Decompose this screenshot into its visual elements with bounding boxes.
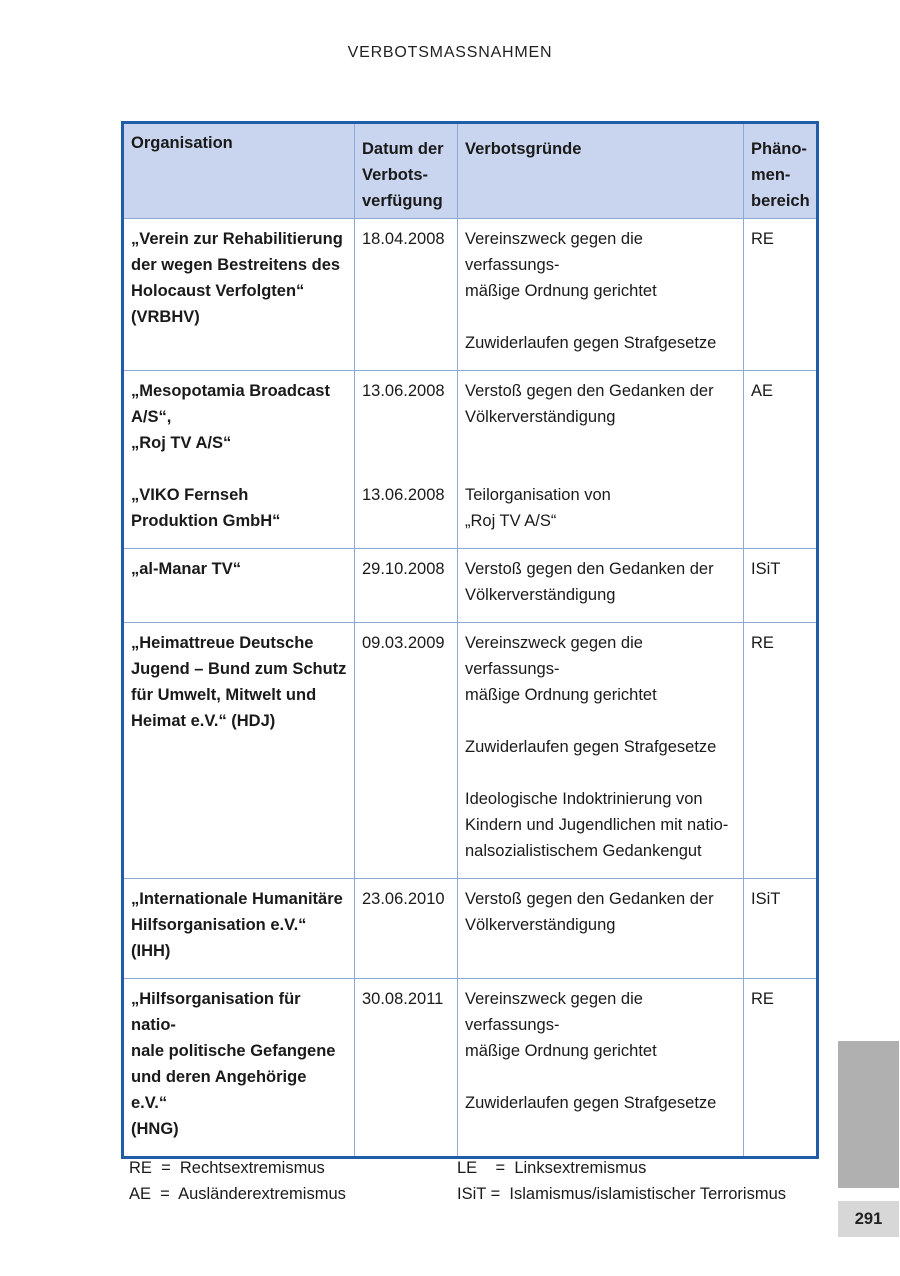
date-cell: 23.06.2010 [355,879,458,979]
organisation-cell: „Verein zur Rehabilitierung der wegen Bestreitens des Holocaust Verfolgten“ (VRBHV) [123,219,355,371]
reasons-cell: Verstoß gegen den Gedanken der Völkerverständigung Teilorganisation von „Roj TV A/S“ [458,371,744,549]
date-cell: 18.04.2008 [355,219,458,371]
date-cell: 30.08.2011 [355,979,458,1158]
legend-item-isit: ISiT = Islamismus/islamistischer Terrorismus [457,1185,786,1203]
table-row [123,219,818,371]
table-row [123,623,818,879]
legend-item-ae: AE = Ausländerextremismus [129,1185,346,1203]
organisation-cell: „Mesopotamia Broadcast A/S“, „Roj TV A/S“ „VIKO Fernseh Produktion GmbH“ [123,371,355,549]
header-verbotsgruende: Verbotsgründe [458,123,744,219]
organisation-cell: „al-Manar TV“ [123,549,355,623]
date-cell: 29.10.2008 [355,549,458,623]
date-cell: 13.06.2008 13.06.2008 [355,371,458,549]
chapter-thumb-tab [838,1041,899,1188]
reasons-cell: Vereinszweck gegen die verfassungs- mäßige Ordnung gerichtet Zuwiderlaufen gegen Strafgesetze Ideologische Indoktrinierung von Kindern und Jugendlichen mit natio- nalsozialistischem Gedankengut [458,623,744,879]
table-row [123,549,818,623]
legend-left [129,1155,346,1207]
reasons-cell: Vereinszweck gegen die verfassungs- mäßige Ordnung gerichtet Zuwiderlaufen gegen Strafgesetze [458,979,744,1158]
area-cell: ISiT [744,549,818,623]
legend-item-le: LE = Linksextremismus [457,1159,647,1177]
organisation-cell: „Heimattreue Deutsche Jugend – Bund zum Schutz für Umwelt, Mitwelt und Heimat e.V.“ (HDJ) [123,623,355,879]
header-phaenomenbereich: Phäno- men- bereich [744,123,818,219]
legend-item-re: RE = Rechtsextremismus [129,1159,325,1177]
legend-right [457,1155,786,1207]
header-organisation: Organisation [123,123,355,219]
table-header-row [123,123,818,219]
header-datum: Datum der Verbots- verfügung [355,123,458,219]
organisation-cell: „Hilfsorganisation für natio- nale politische Gefangene und deren Angehörige e.V.“ (HNG) [123,979,355,1158]
reasons-cell: Verstoß gegen den Gedanken der Völkerverständigung [458,879,744,979]
running-head: VERBOTSMASSNAHMEN [347,44,553,61]
organisation-cell: „Internationale Humanitäre Hilfsorganisation e.V.“ (IHH) [123,879,355,979]
area-cell: ISiT [744,879,818,979]
reasons-cell: Vereinszweck gegen die verfassungs- mäßige Ordnung gerichtet Zuwiderlaufen gegen Strafgesetze [458,219,744,371]
reasons-cell: Verstoß gegen den Gedanken der Völkerverständigung [458,549,744,623]
area-cell: AE [744,371,818,549]
area-cell: RE [744,623,818,879]
table-row [123,979,818,1158]
area-cell: RE [744,219,818,371]
page-number: 291 [838,1201,899,1237]
area-cell: RE [744,979,818,1158]
date-cell: 09.03.2009 [355,623,458,879]
table-row [123,371,818,549]
table-row [123,879,818,979]
ban-table [121,121,819,1159]
